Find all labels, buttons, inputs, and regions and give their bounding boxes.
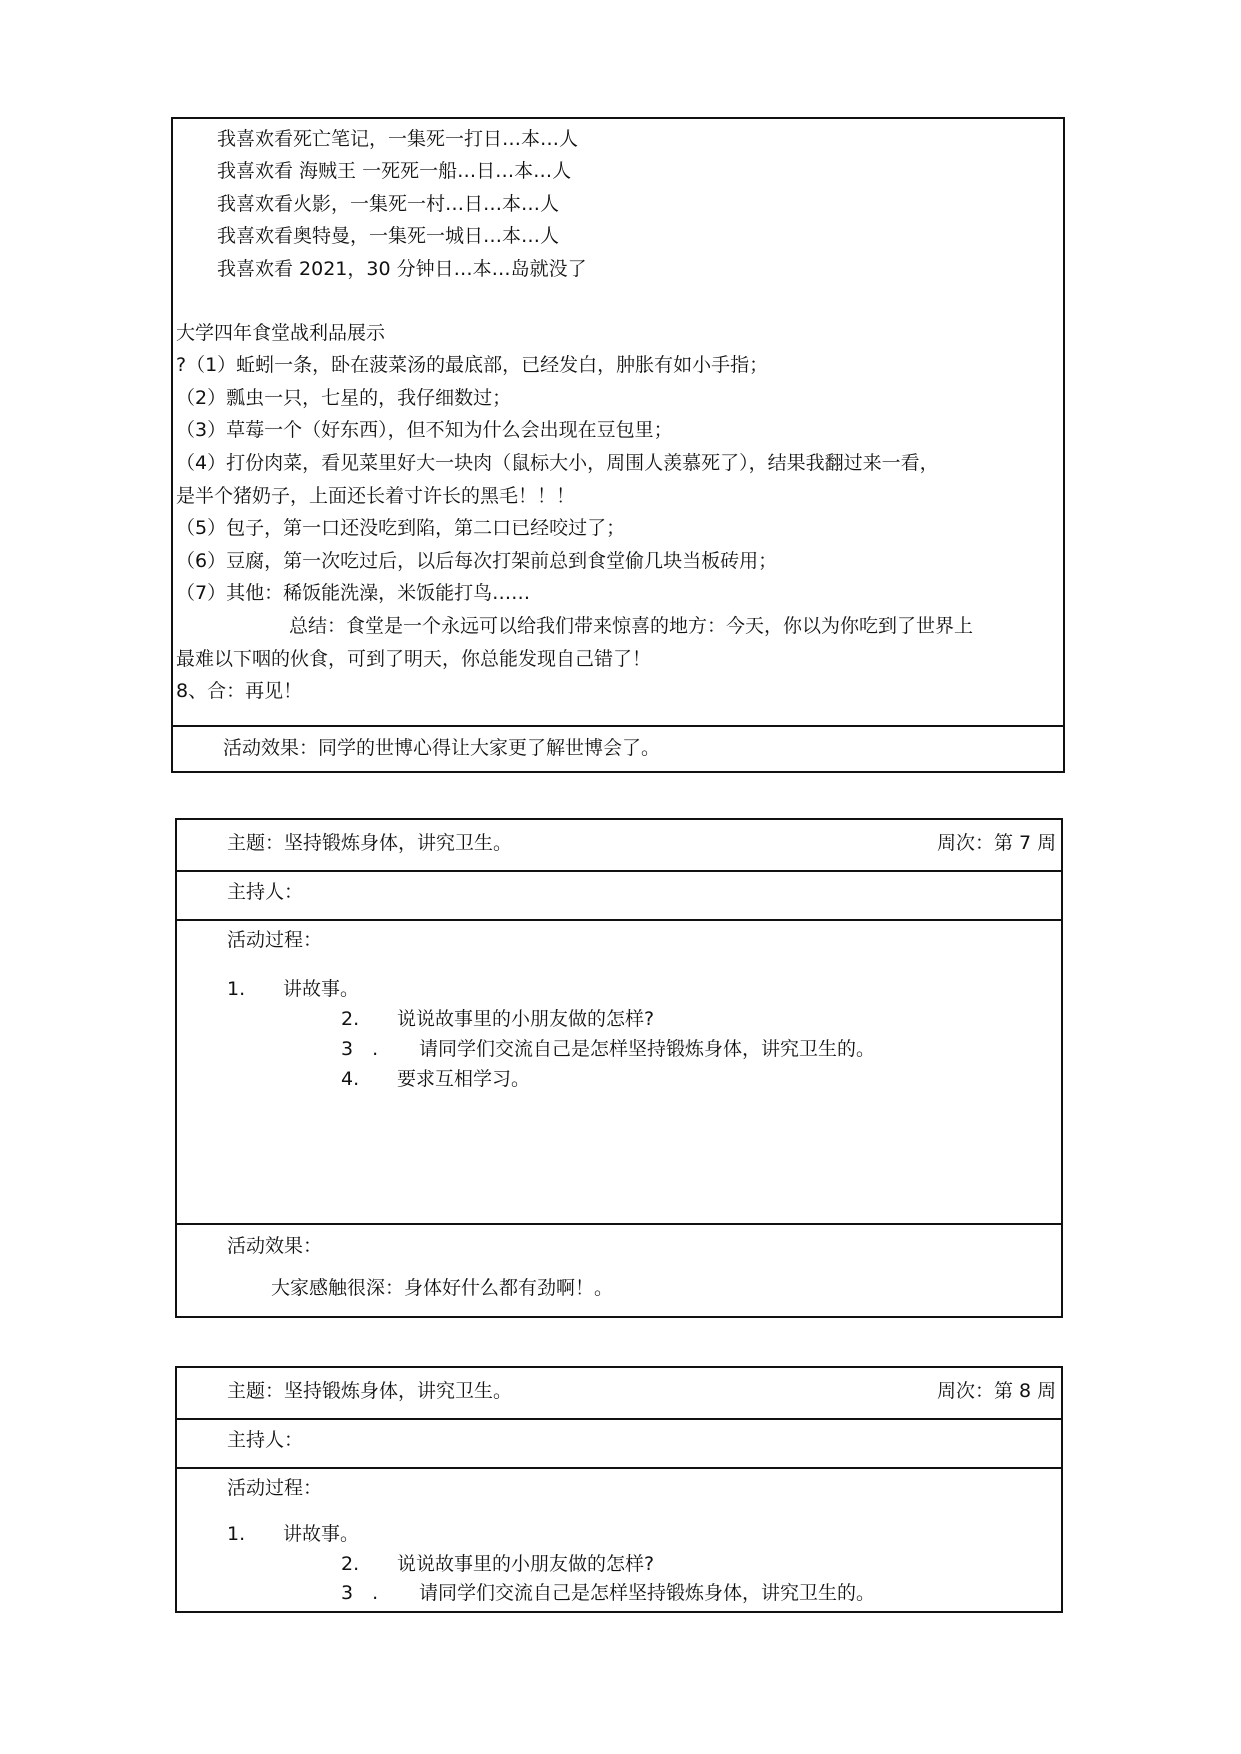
process-label: 活动过程： (227, 1477, 323, 1499)
canteen-item: ?（1）蚯蚓一条，卧在菠菜汤的最底部，已经发白，肿胀有如小手指； (176, 354, 769, 376)
step-text: 请同学们交流自己是怎样坚持锻炼身体，讲究卫生的。 (419, 1038, 876, 1060)
summary-line-1: 总结：食堂是一个永远可以给我们带来惊喜的地方：今天，你以为你吃到了世界上 (289, 615, 974, 637)
activity-table-1 (171, 117, 1065, 773)
step-text: 讲故事。 (283, 978, 360, 1000)
step-number: 4. (341, 1068, 360, 1090)
canteen-item: （5）包子，第一口还没吃到陷，第二口已经咬过了； (176, 517, 626, 539)
host-label: 主持人： (227, 1429, 304, 1451)
step-text: 说说故事里的小朋友做的怎样? (397, 1008, 655, 1030)
week-label: 周次：第 7 周 (937, 832, 1057, 854)
step-text: 请同学们交流自己是怎样坚持锻炼身体，讲究卫生的。 (419, 1582, 876, 1604)
activity-table-3 (175, 1366, 1063, 1613)
step-text: 要求互相学习。 (397, 1068, 531, 1090)
canteen-item: （3）草莓一个（好东西），但不知为什么会出现在豆包里； (176, 419, 673, 441)
canteen-item: 是半个猪奶子，上面还长着寸许长的黑毛！！！ (176, 485, 576, 507)
step-number: 3 . (341, 1582, 379, 1604)
closing-line: 8、合：再见！ (176, 680, 303, 702)
row-divider (177, 870, 1061, 872)
row-divider (173, 725, 1063, 727)
row-divider (177, 919, 1061, 921)
canteen-item: （7）其他：稀饭能洗澡，米饭能打鸟…… (176, 582, 531, 604)
anime-line-5: 我喜欢看 2021，30 分钟日…本…岛就没了 (217, 258, 587, 280)
row-divider (177, 1418, 1061, 1420)
effect-label: 活动效果： (227, 1235, 323, 1257)
anime-line-1: 我喜欢看死亡笔记，一集死一打日…本…人 (217, 128, 579, 150)
anime-line-3: 我喜欢看火影，一集死一村…日…本…人 (217, 193, 560, 215)
row-divider (177, 1467, 1061, 1469)
effect-text: 大家感触很深：身体好什么都有劲啊！。 (271, 1277, 614, 1299)
anime-line-2: 我喜欢看 海贼王 一死死一船…日…本…人 (217, 160, 572, 182)
anime-line-4: 我喜欢看奥特曼，一集死一城日…本…人 (217, 225, 560, 247)
canteen-title: 大学四年食堂战利品展示 (176, 322, 386, 344)
host-label: 主持人： (227, 881, 304, 903)
step-text: 说说故事里的小朋友做的怎样? (397, 1553, 655, 1575)
activity-effect: 活动效果：同学的世博心得让大家更了解世博会了。 (223, 737, 661, 759)
row-divider (177, 1223, 1061, 1225)
week-label: 周次：第 8 周 (937, 1380, 1057, 1402)
process-label: 活动过程： (227, 929, 323, 951)
step-number: 1. (227, 978, 246, 1000)
step-text: 讲故事。 (283, 1523, 360, 1545)
canteen-item: （2）瓢虫一只，七星的，我仔细数过； (176, 387, 512, 409)
theme-label: 主题：坚持锻炼身体，讲究卫生。 (227, 832, 513, 854)
step-number: 3 . (341, 1038, 379, 1060)
step-number: 2. (341, 1553, 360, 1575)
canteen-item: （4）打份肉菜，看见菜里好大一块肉（鼠标大小，周围人羡慕死了），结果我翻过来一看， (176, 452, 939, 474)
activity-table-2 (175, 818, 1063, 1318)
theme-label: 主题：坚持锻炼身体，讲究卫生。 (227, 1380, 513, 1402)
canteen-item: （6）豆腐，第一次吃过后，以后每次打架前总到食堂偷几块当板砖用； (176, 550, 778, 572)
summary-line-2: 最难以下咽的伙食，可到了明天，你总能发现自己错了！ (176, 648, 652, 670)
step-number: 2. (341, 1008, 360, 1030)
step-number: 1. (227, 1523, 246, 1545)
